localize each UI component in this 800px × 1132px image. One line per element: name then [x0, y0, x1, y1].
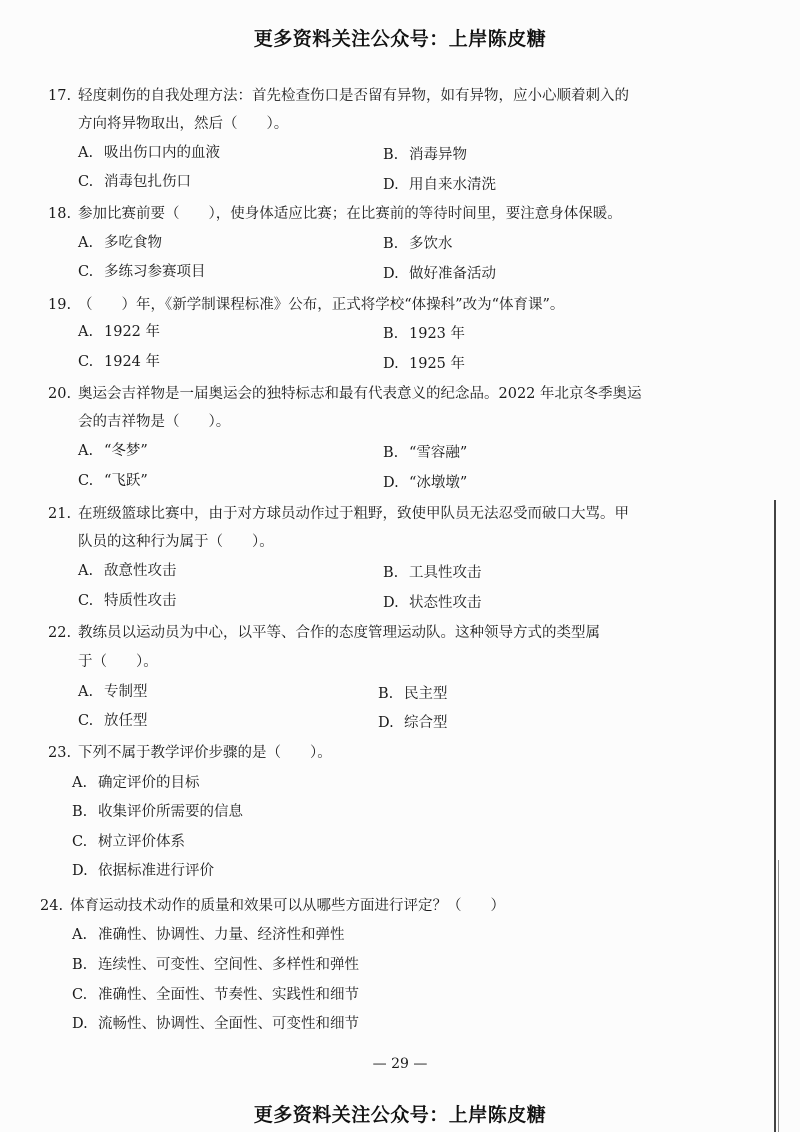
question-18-option-d: D. 做好准备活动 [383, 266, 496, 282]
question-20-option-a: A. “冬梦” [78, 443, 148, 459]
question-number: 23. [48, 745, 72, 761]
question-21-stem-line-1: 21. 在班级篮球比赛中，由于对方球员动作过于粗野，致使甲队员无法忍受而破口大骂。甲 [48, 506, 629, 522]
question-24-option-d: D. 流畅性、协调性、全面性、可变性和细节 [72, 1016, 359, 1032]
question-22-option-c: C. 放任型 [78, 713, 148, 729]
scan-edge-line [774, 500, 776, 1132]
question-number: 19. [48, 297, 72, 313]
header-banner: 更多资料关注公众号：上岸陈皮糖 [253, 28, 547, 50]
question-number: 20. [48, 386, 72, 402]
question-23-stem-line-1: 23. 下列不属于教学评价步骤的是（ ）。 [48, 745, 332, 761]
question-19-option-c: C. 1924 年 [78, 354, 161, 370]
question-23-option-b: B. 收集评价所需要的信息 [72, 804, 243, 820]
question-20-stem-line-1: 20. 奥运会吉祥物是一届奥运会的独特标志和最有代表意义的纪念品。2022 年北京冬季奥运 [48, 386, 642, 402]
question-21-option-c: C. 特质性攻击 [78, 593, 177, 609]
question-20-option-b: B. “雪容融” [383, 445, 468, 461]
question-19-option-a: A. 1922 年 [78, 324, 161, 340]
question-18-option-b: B. 多饮水 [383, 236, 453, 252]
question-22-stem-line-1: 22. 教练员以运动员为中心，以平等、合作的态度管理运动队。这种领导方式的类型属 [48, 625, 600, 641]
question-17-option-c: C. 消毒包扎伤口 [78, 174, 191, 190]
question-19-option-b: B. 1923 年 [383, 326, 466, 342]
question-19-stem-line-1: 19. （ ）年，《新学制课程标准》公布，正式将学校“体操科”改为“体育课”。 [48, 297, 565, 313]
question-number: 21. [48, 506, 72, 522]
question-number: 18. [48, 206, 72, 222]
question-17-option-b: B. 消毒异物 [383, 147, 467, 163]
question-21-stem-line-2: 队员的这种行为属于（ ）。 [78, 534, 274, 550]
question-21-option-a: A. 敌意性攻击 [78, 563, 177, 579]
question-18-stem-line-1: 18. 参加比赛前要（ ），使身体适应比赛；在比赛前的等待时间里，要注意身体保暖。 [48, 206, 622, 222]
question-23-option-a: A. 确定评价的目标 [72, 775, 200, 791]
page-number: — 29 — [372, 1056, 428, 1072]
question-22-option-a: A. 专制型 [78, 684, 148, 700]
question-24-option-b: B. 连续性、可变性、空间性、多样性和弹性 [72, 957, 359, 973]
question-24-option-c: C. 准确性、全面性、节奏性、实践性和细节 [72, 987, 359, 1003]
question-20-option-c: C. “飞跃” [78, 473, 148, 489]
question-number: 22. [48, 625, 72, 641]
question-18-option-c: C. 多练习参赛项目 [78, 264, 206, 280]
question-22-option-b: B. 民主型 [378, 686, 448, 702]
scan-edge-line-secondary [778, 860, 779, 1132]
question-22-stem-line-2: 于（ ）。 [78, 654, 158, 670]
question-17-option-a: A. 吸出伤口内的血液 [78, 145, 220, 161]
question-24-stem-line-1: 24. 体育运动技术动作的质量和效果可以从哪些方面进行评定？（ ） [40, 898, 505, 914]
question-21-option-b: B. 工具性攻击 [383, 565, 482, 581]
question-number: 24. [40, 898, 64, 914]
question-17-stem-line-1: 17. 轻度刺伤的自我处理方法：首先检查伤口是否留有异物，如有异物，应小心顺着刺入的 [48, 88, 629, 104]
question-20-stem-line-2: 会的吉祥物是（ ）。 [78, 414, 231, 430]
question-17-stem-line-2: 方向将异物取出，然后（ ）。 [78, 116, 289, 132]
question-19-option-d: D. 1925 年 [383, 356, 466, 372]
question-21-option-d: D. 状态性攻击 [383, 595, 482, 611]
question-number: 17. [48, 88, 72, 104]
footer-banner: 更多资料关注公众号：上岸陈皮糖 [253, 1104, 547, 1126]
question-23-option-c: C. 树立评价体系 [72, 834, 185, 850]
question-18-option-a: A. 多吃食物 [78, 235, 162, 251]
question-24-option-a: A. 准确性、协调性、力量、经济性和弹性 [72, 927, 345, 943]
question-23-option-d: D. 依据标准进行评价 [72, 863, 214, 879]
question-17-option-d: D. 用自来水清洗 [383, 177, 496, 193]
question-20-option-d: D. “冰墩墩” [383, 475, 468, 491]
question-22-option-d: D. 综合型 [378, 715, 448, 731]
